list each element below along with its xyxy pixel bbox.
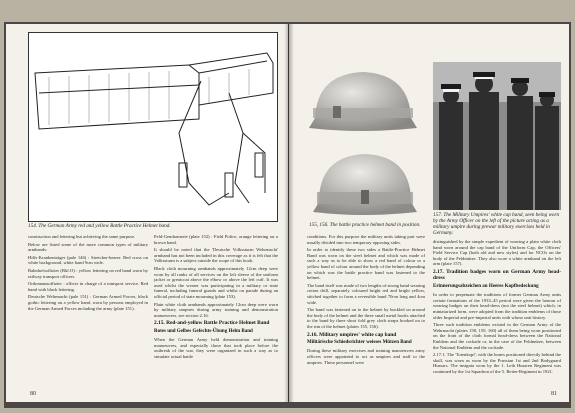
paragraph: Hilfs-Krankenträger (pale 146) : Stretcher-bearer. Red cross on white background, white band 9cm wide. <box>28 254 148 266</box>
page-number: 81 <box>551 391 557 397</box>
paragraph: Feld-Gendarmerie (plate 152) : Field Police, orange lettering on a brown band. <box>154 234 278 245</box>
paragraph: In order to perpetuate the traditions of former German Army units certain formations of the 1933–45 period were given the honour of wearing badges on their head-dress (not the steel helmet) which, in miniaturized form, were adopted from the tradition emblems of those older Imperial and pre-imperial units with whose unit history. <box>433 292 561 320</box>
section-heading: 2.15. Red-and-yellow Battle Practice Helmet Band <box>154 320 270 327</box>
paragraph: Bahnhofsoffizier (Bhf.O) : yellow lettering on red band worn by railway transport officers. <box>28 267 148 279</box>
helmet-band-illustration <box>28 32 278 222</box>
paragraph: Deutsche Wehrmacht (pale 151) : German Armed Forces, black gothic lettering on a yellow band, worn by persons employed in the German Armed Forces including the army (plate 151). <box>28 294 148 311</box>
helmet-caption: 155, 156. The battle practice helmet band in position. <box>309 222 421 228</box>
book-gutter <box>284 24 294 402</box>
paragraph: 2.17.1. The 'Totenkopf', with the bones positioned directly behind the skull, was worn as worn by the Prussian 1st and 2nd Bodyguard Hussars. The insignia worn by the 1. Leib Husaren Regiment was continued by the 1st Squadron of the 5. Reiter-Regiment in 1921. <box>433 352 561 374</box>
helmet-photo-top <box>307 68 419 134</box>
paragraph: Three such tradition emblems existed in the German Army of the Wehrmacht (plates 158, 159, 160) all of them being worn positioned on the front of the cloth formal head-dress between the National Emblem and the cockade or, in the case of the Feldmütze, between the National Emblem and the cockade. <box>433 322 561 350</box>
photo-caption: 157. The Military Umpires' white cap band, seen being worn by the Army Officer on the left of the picture acting as a military umpire during prewar military exercises held in Germany. <box>433 212 560 236</box>
section-heading: 2.16. Military umpires' white cap band <box>307 331 397 338</box>
helmet-band-drawing <box>29 33 277 221</box>
paragraph: Plain white cloth armbands approximately 12cm deep were worn by military umpires during army training and demonstration manoeuvres, see section 2.16. <box>154 301 278 318</box>
paragraph: distinguished by the simple expedient of wearing a plain white cloth band worn around the cap band of the Uniform Cap, the Officers' Field Service Cap (both old and new styles) and for NCOs on the body of the Feldmütze. They also wore a white armband on the left arm (plate 157). <box>433 239 561 267</box>
paragraph: Below are listed some of the more common types of military armbands: <box>28 241 148 253</box>
paragraph: construction and lettering but achieving the same purpose. <box>28 234 136 239</box>
paragraph: The band was fastened on to the helmet by buckled on around the body of the helmet and the three small metal hooks attached to the band by three short fold grey cloth straps hooked on to the rim of the helmet (plates 155, 156). <box>307 307 425 329</box>
right-column-text <box>154 234 278 392</box>
paragraph: The band itself was made of two lengths of strong band wearing cotton drill, separately coloured bright red and bright yellow, stitched together to form a reversible band 70cm long and 4cm wide. <box>307 282 425 305</box>
section-heading: 2.17. Tradition badges worn on German Army head-dress <box>433 268 561 282</box>
left-column-text <box>307 234 425 394</box>
military-umpires-photo <box>433 62 561 210</box>
page-number: 80 <box>30 391 36 397</box>
paragraph: It should be noted that the 'Deutsche Volkssturm Wehrmacht' armband has not been included in this coverage as it is felt that the Volkssturm is a subject outside the scope of this book. <box>154 247 278 264</box>
paragraph: conditions. For this purpose the military units taking part were usually divided into two temporary opposing sides. <box>307 234 425 245</box>
paragraph: Ordonnanzoffizier : officer in charge of a transport service. Red band with black lettering. <box>28 281 148 292</box>
right-column-text <box>433 239 561 394</box>
left-page <box>6 24 288 402</box>
left-column-text <box>28 234 148 392</box>
section-subheading: Militärische Schiedsrichter weisses Mützen Band <box>307 339 412 345</box>
section-subheading: Rotes und Gelbes Gefechts-Übung Helm Band <box>154 328 253 334</box>
paragraph: During these military exercises and training manoeuvres army officers were appointed to act as umpires and staff to the umpires. These personnel were <box>307 348 425 365</box>
illustration-caption: 154. The German Army red and yellow Battle Practice Helmet band. <box>28 223 171 229</box>
paragraph: When the German Army held demonstration and training manoeuvres, and especially those that took place before the outbreak of the war, they were organized in such a way as to simulate actual battle <box>154 337 278 359</box>
paragraph: Black cloth mourning armbands approximately 12cm deep were worn by all ranks of all services on the left sleeve of the uniform jacket or greatcoat above the elbow or above the left cuff. It was used whilst the wearer was participating in a military or state funeral, including funeral guards and whilst on parade during an official period of state mourning (plate 153). <box>154 265 278 299</box>
umpires-photo-image <box>433 62 561 210</box>
paragraph: In order to identify these two sides a Battle-Practice Helmet Band was worn on the steel helmet and which was made of such a way as to be able to show a red band of colour or a yellow band of colour around the body of the helmet depending on which was the battle practice band was fastened to the helmet. <box>307 247 425 281</box>
helmet-photo-bottom <box>311 150 419 218</box>
section-subheading: Erinnerungsabzeichen an Heeres Kopfbedeckung <box>433 283 539 289</box>
right-page <box>289 24 569 402</box>
